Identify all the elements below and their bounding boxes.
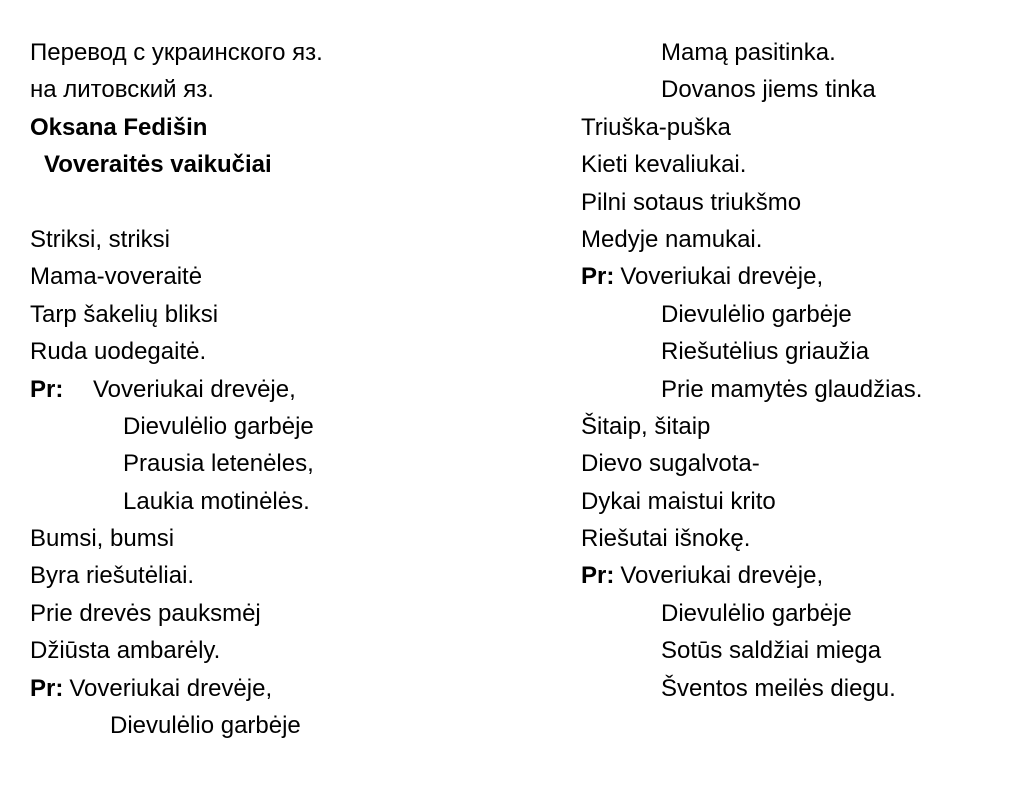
author-name: Oksana Fedišin — [30, 113, 208, 141]
header-line-1: Перевод с украинского яз. — [30, 39, 323, 66]
left-column — [30, 34, 550, 744]
header-line-2: на литовский яз. — [30, 76, 214, 104]
refrain-text: Voveriukai drevėje, — [620, 263, 824, 291]
verse-line: Medyje namukai. — [581, 225, 763, 253]
refrain-line — [30, 371, 550, 408]
refrain-line: Laukia motinėlės. — [123, 487, 310, 515]
refrain-line: Šventos meilės diegu. — [661, 674, 896, 702]
refrain-line: Mamą pasitinka. — [661, 39, 836, 66]
verse-line: Dykai maistui krito — [581, 487, 776, 515]
verse-line: Kieti kevaliukai. — [581, 151, 747, 179]
verse-line: Dievo sugalvota- — [581, 450, 760, 478]
blank-line — [30, 184, 550, 221]
refrain-text: Voveriukai drevėje, — [93, 375, 296, 403]
right-column — [581, 34, 1001, 707]
verse-line: Džiūsta ambarėly. — [30, 637, 221, 665]
verse-line: Bumsi, bumsi — [30, 525, 175, 553]
refrain-line: Dovanos jiems tinka — [661, 76, 876, 104]
refrain-label: Pr: — [30, 375, 64, 403]
verse-line: Pilni sotaus triukšmo — [581, 188, 802, 216]
refrain-line: Dievulėlio garbėje — [123, 412, 314, 440]
refrain-text: Voveriukai drevėje, — [620, 562, 824, 590]
verse-line: Triuška-puška — [581, 113, 731, 141]
poem-title: Voveraitės vaikučiai — [44, 151, 272, 179]
refrain-text: Voveriukai drevėje, — [69, 674, 273, 702]
verse-line: Prie drevės pauksmėj — [30, 599, 261, 627]
verse-line: Mama-voveraitė — [30, 263, 203, 291]
refrain-line — [581, 557, 1001, 594]
verse-line: Riešutai išnokę. — [581, 525, 751, 553]
verse-line: Tarp šakelių bliksi — [30, 300, 219, 328]
verse-line: Ruda uodegaitė. — [30, 338, 207, 366]
refrain-line: Dievulėlio garbėje — [110, 712, 301, 740]
refrain-line: Sotūs saldžiai miega — [661, 637, 882, 665]
refrain-label: Pr: — [581, 562, 615, 590]
refrain-line: Dievulėlio garbėje — [661, 599, 852, 627]
refrain-label: Pr: — [581, 263, 615, 291]
refrain-line: Prie mamytės glaudžias. — [661, 375, 923, 403]
verse-line: Striksi, striksi — [30, 225, 170, 253]
refrain-line: Dievulėlio garbėje — [661, 300, 852, 328]
verse-line: Šitaip, šitaip — [581, 412, 711, 440]
verse-line: Byra riešutėliai. — [30, 562, 195, 590]
refrain-line: Prausia letenėles, — [123, 450, 314, 478]
refrain-label: Pr: — [30, 674, 64, 702]
refrain-line — [30, 670, 550, 707]
refrain-line — [581, 258, 1001, 295]
refrain-line: Riešutėlius griaužia — [661, 338, 870, 366]
